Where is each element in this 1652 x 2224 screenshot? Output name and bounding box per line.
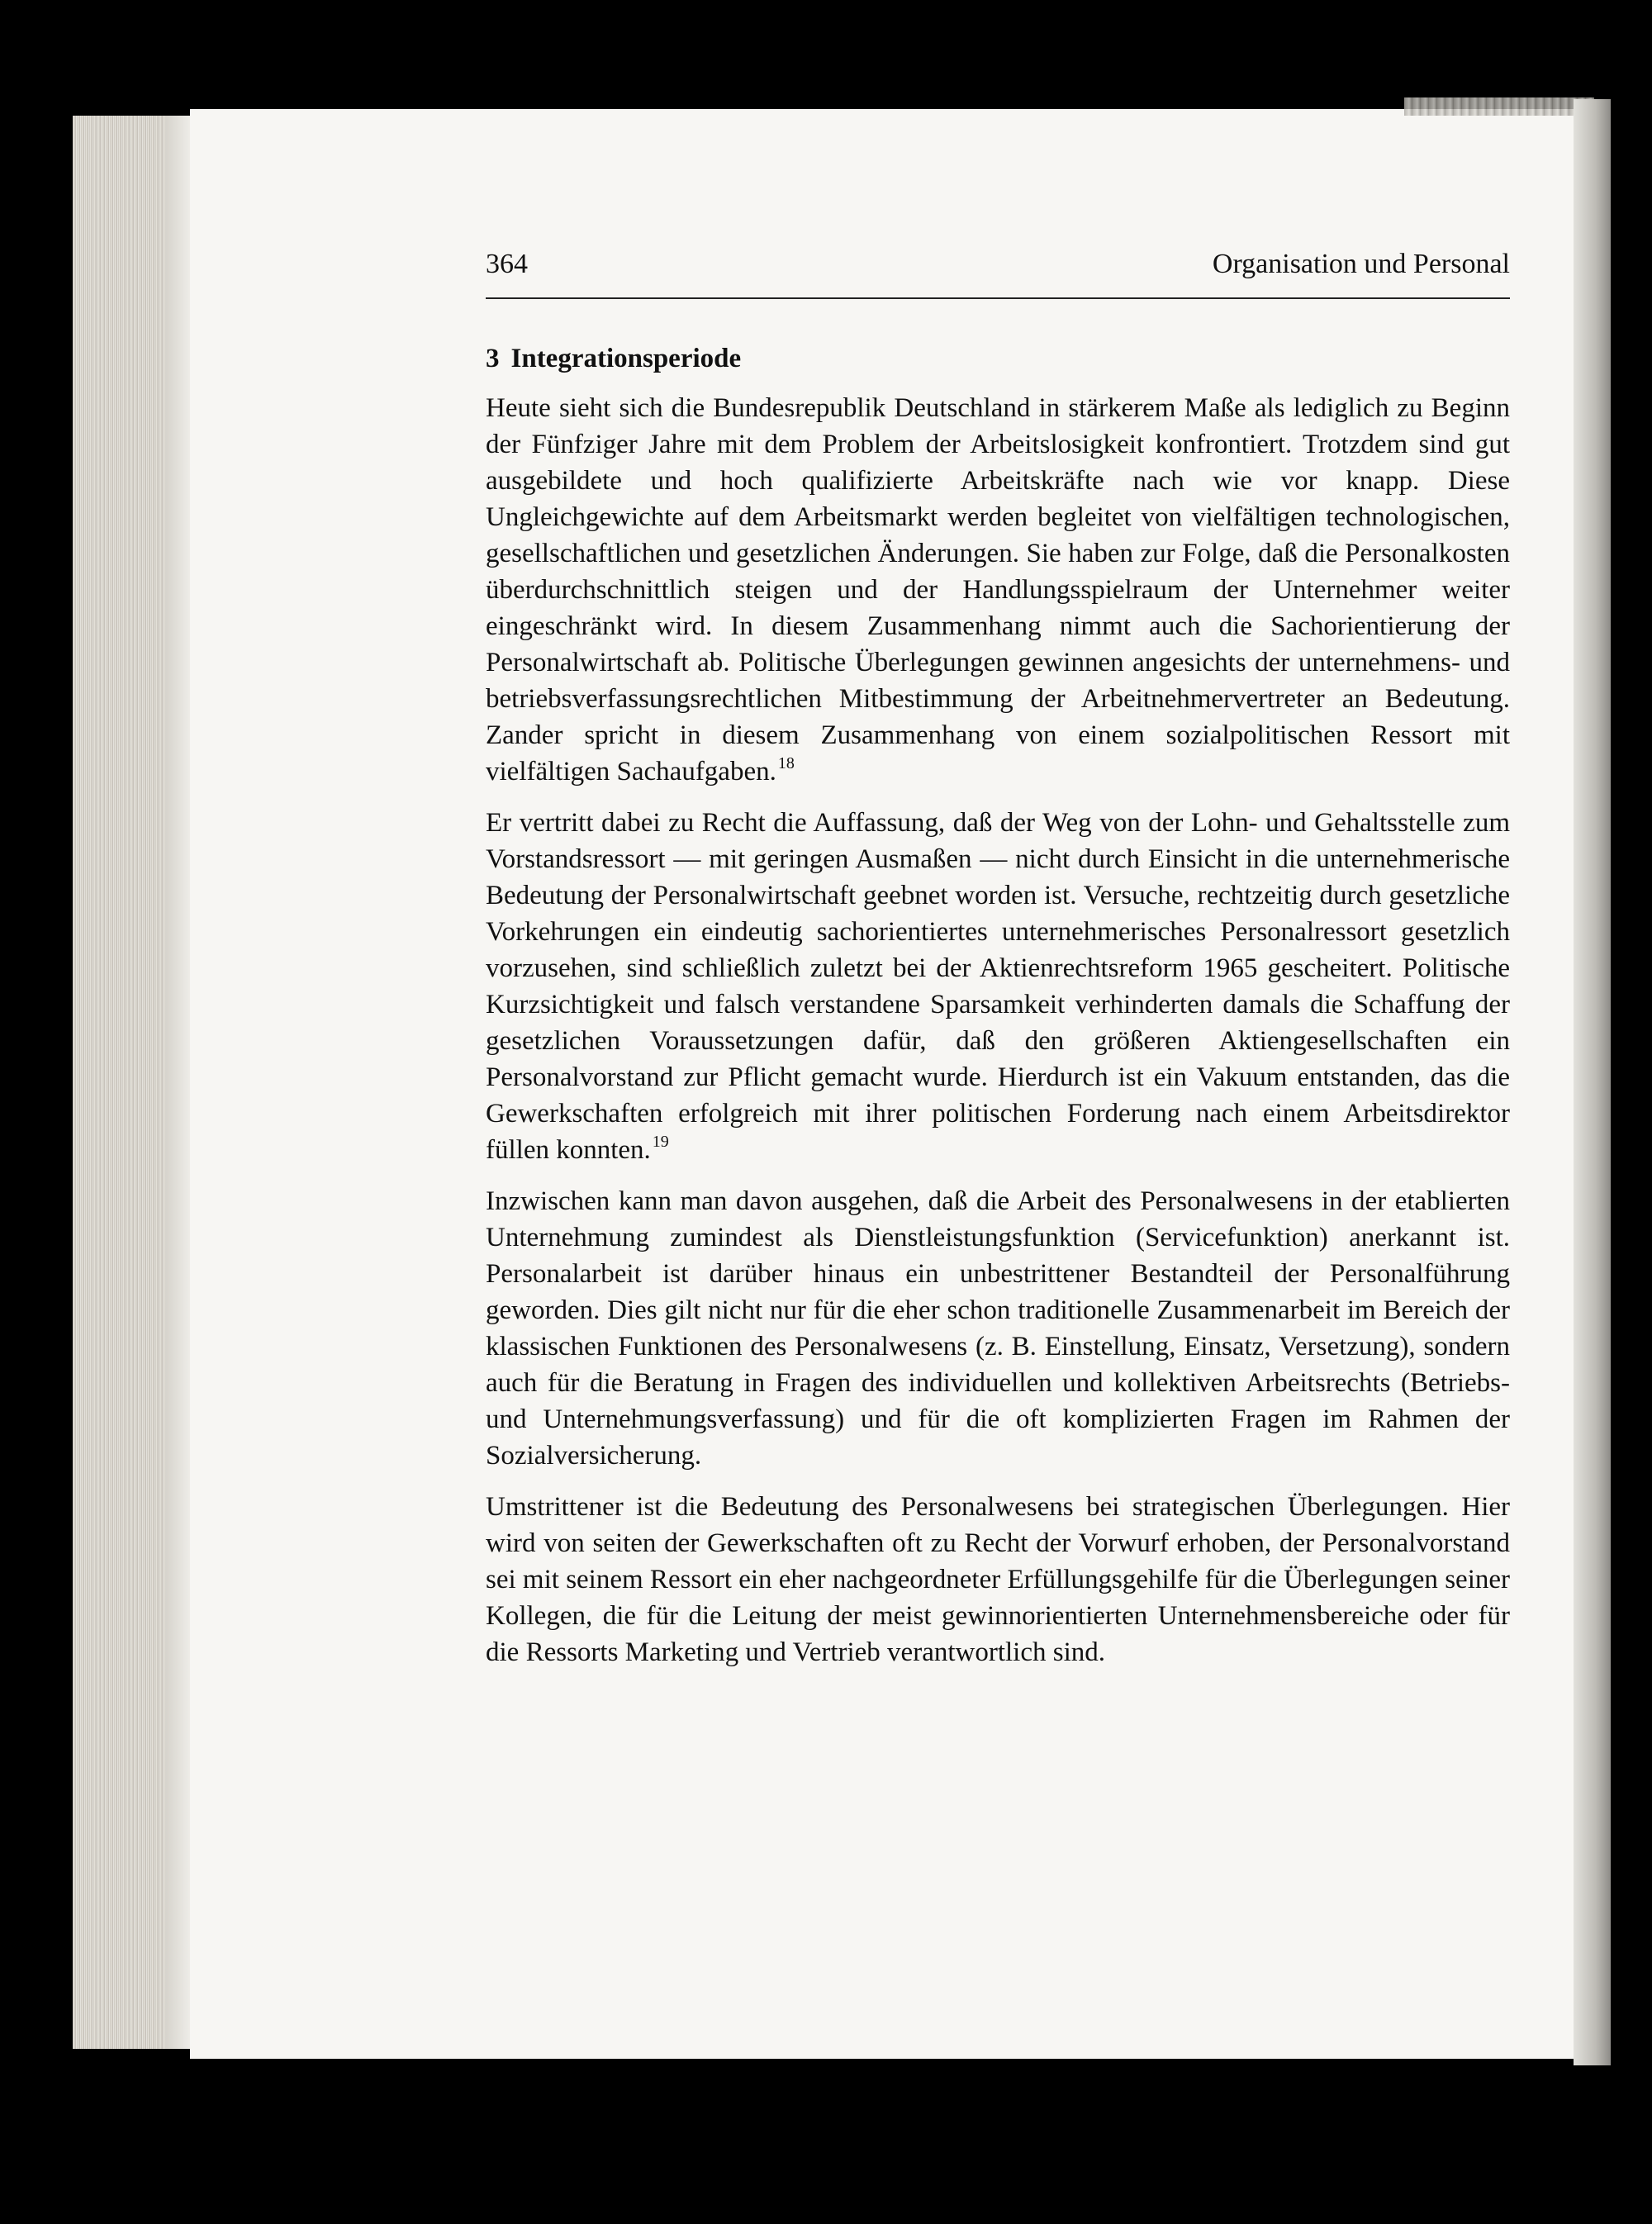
footnote-ref-19: 19 bbox=[652, 1133, 669, 1151]
paragraph-2 bbox=[486, 805, 1510, 1168]
running-header bbox=[486, 248, 1510, 299]
paragraph-text: Umstrittener ist die Bedeutung des Personalwesens bei strategischen Überlegungen. Hier wird von seiten der Gewerkschaften oft zu Recht der Vorwurf erhoben, der Personalvorstand sei mit seinem Ressort ein eher nachgeordneter Erfüllungsgehilfe für die Überlegungen seiner Kollegen, die für die Leitung der meist gewinnorientierten Unternehmensbereiche oder für die Ressorts Marketing und Vertrieb verantwortlich sind. bbox=[486, 1492, 1510, 1667]
paragraph-1 bbox=[486, 390, 1510, 790]
spine-fray bbox=[1404, 97, 1594, 116]
page-content bbox=[486, 248, 1510, 1670]
paragraph-3 bbox=[486, 1183, 1510, 1474]
section-number: 3 bbox=[486, 344, 500, 373]
footnote-ref-18: 18 bbox=[777, 754, 795, 772]
running-title: Organisation und Personal bbox=[1212, 249, 1510, 279]
paragraph-text: Er vertritt dabei zu Recht die Auffassung, daß der Weg von der Lohn- und Gehaltsstelle zum Vorstandsressort — mit geringen Ausmaßen — nicht durch Einsicht in die unternehmerische Bedeutung der Personalwirtschaft geebnet worden ist. Versuche, rechtzeitig durch gesetzliche Vorkehrungen ein eindeutig sachorientiertes unternehmerisches Personalressort gesetzlich vorzusehen, sind schließlich zuletzt bei der Aktienrechtsreform 1965 gescheitert. Politische Kurzsichtigkeit und falsch verstandene Sparsamkeit verhinderten damals die Schaffung der gesetzlichen Voraussetzungen dafür, daß den größeren Aktiengesellschaften ein Personalvorstand zur Pflicht gemacht wurde. Hierdurch ist ein Vakuum entstanden, das die Gewerkschaften erfolgreich mit ihrer politischen Forderung nach einem Arbeitsdirektor füllen konnten. bbox=[486, 808, 1510, 1165]
paragraph-text: Heute sieht sich die Bundesrepublik Deutschland in stärkerem Maße als lediglich zu Beginn der Fünfziger Jahre mit dem Problem der Arbeitslosigkeit konfrontiert. Trotzdem sind gut ausgebildete und hoch qualifizierte Arbeitskräfte nach wie vor knapp. Diese Ungleichgewichte auf dem Arbeitsmarkt werden begleitet von vielfältigen technologischen, gesellschaftlichen und gesetzlichen Änderungen. Sie haben zur Folge, daß die Personalkosten überdurchschnittlich steigen und der Handlungsspielraum der Unternehmer weiter eingeschränkt wird. In diesem Zusammenhang nimmt auch die Sachorientierung der Personalwirtschaft ab. Politische Überlegungen gewinnen angesichts der unternehmens- und betriebsverfassungsrechtlichen Mitbestimmung der Arbeitnehmervertreter an Bedeutung. Zander spricht in diesem Zusammenhang von einem sozialpolitischen Ressort mit vielfältigen Sachaufgaben. bbox=[486, 393, 1510, 786]
page-number: 364 bbox=[486, 249, 528, 279]
paragraph-text: Inzwischen kann man davon ausgehen, daß die Arbeit des Personalwesens in der etablierten Unternehmung zumindest als Dienstleistungsfunktion (Servicefunktion) anerkannt ist. Personalarbeit ist darüber hinaus ein unbestrittener Bestandteil der Personalführung geworden. Dies gilt nicht nur für die eher schon traditionelle Zusammenarbeit im Bereich der klassischen Funktionen des Personalwesens (z. B. Einstellung, Einsatz, Versetzung), sondern auch für die Beratung in Fragen des individuellen und kollektiven Arbeitsrechts (Betriebs- und Unternehmungsverfassung) und für die oft komplizierten Fragen im Rahmen der Sozialversicherung. bbox=[486, 1186, 1510, 1471]
book-spine bbox=[1574, 99, 1611, 2065]
section-title: Integrationsperiode bbox=[510, 344, 742, 373]
paragraph-4 bbox=[486, 1489, 1510, 1670]
page-edge-stack bbox=[73, 116, 165, 2049]
section-heading bbox=[486, 342, 1510, 375]
